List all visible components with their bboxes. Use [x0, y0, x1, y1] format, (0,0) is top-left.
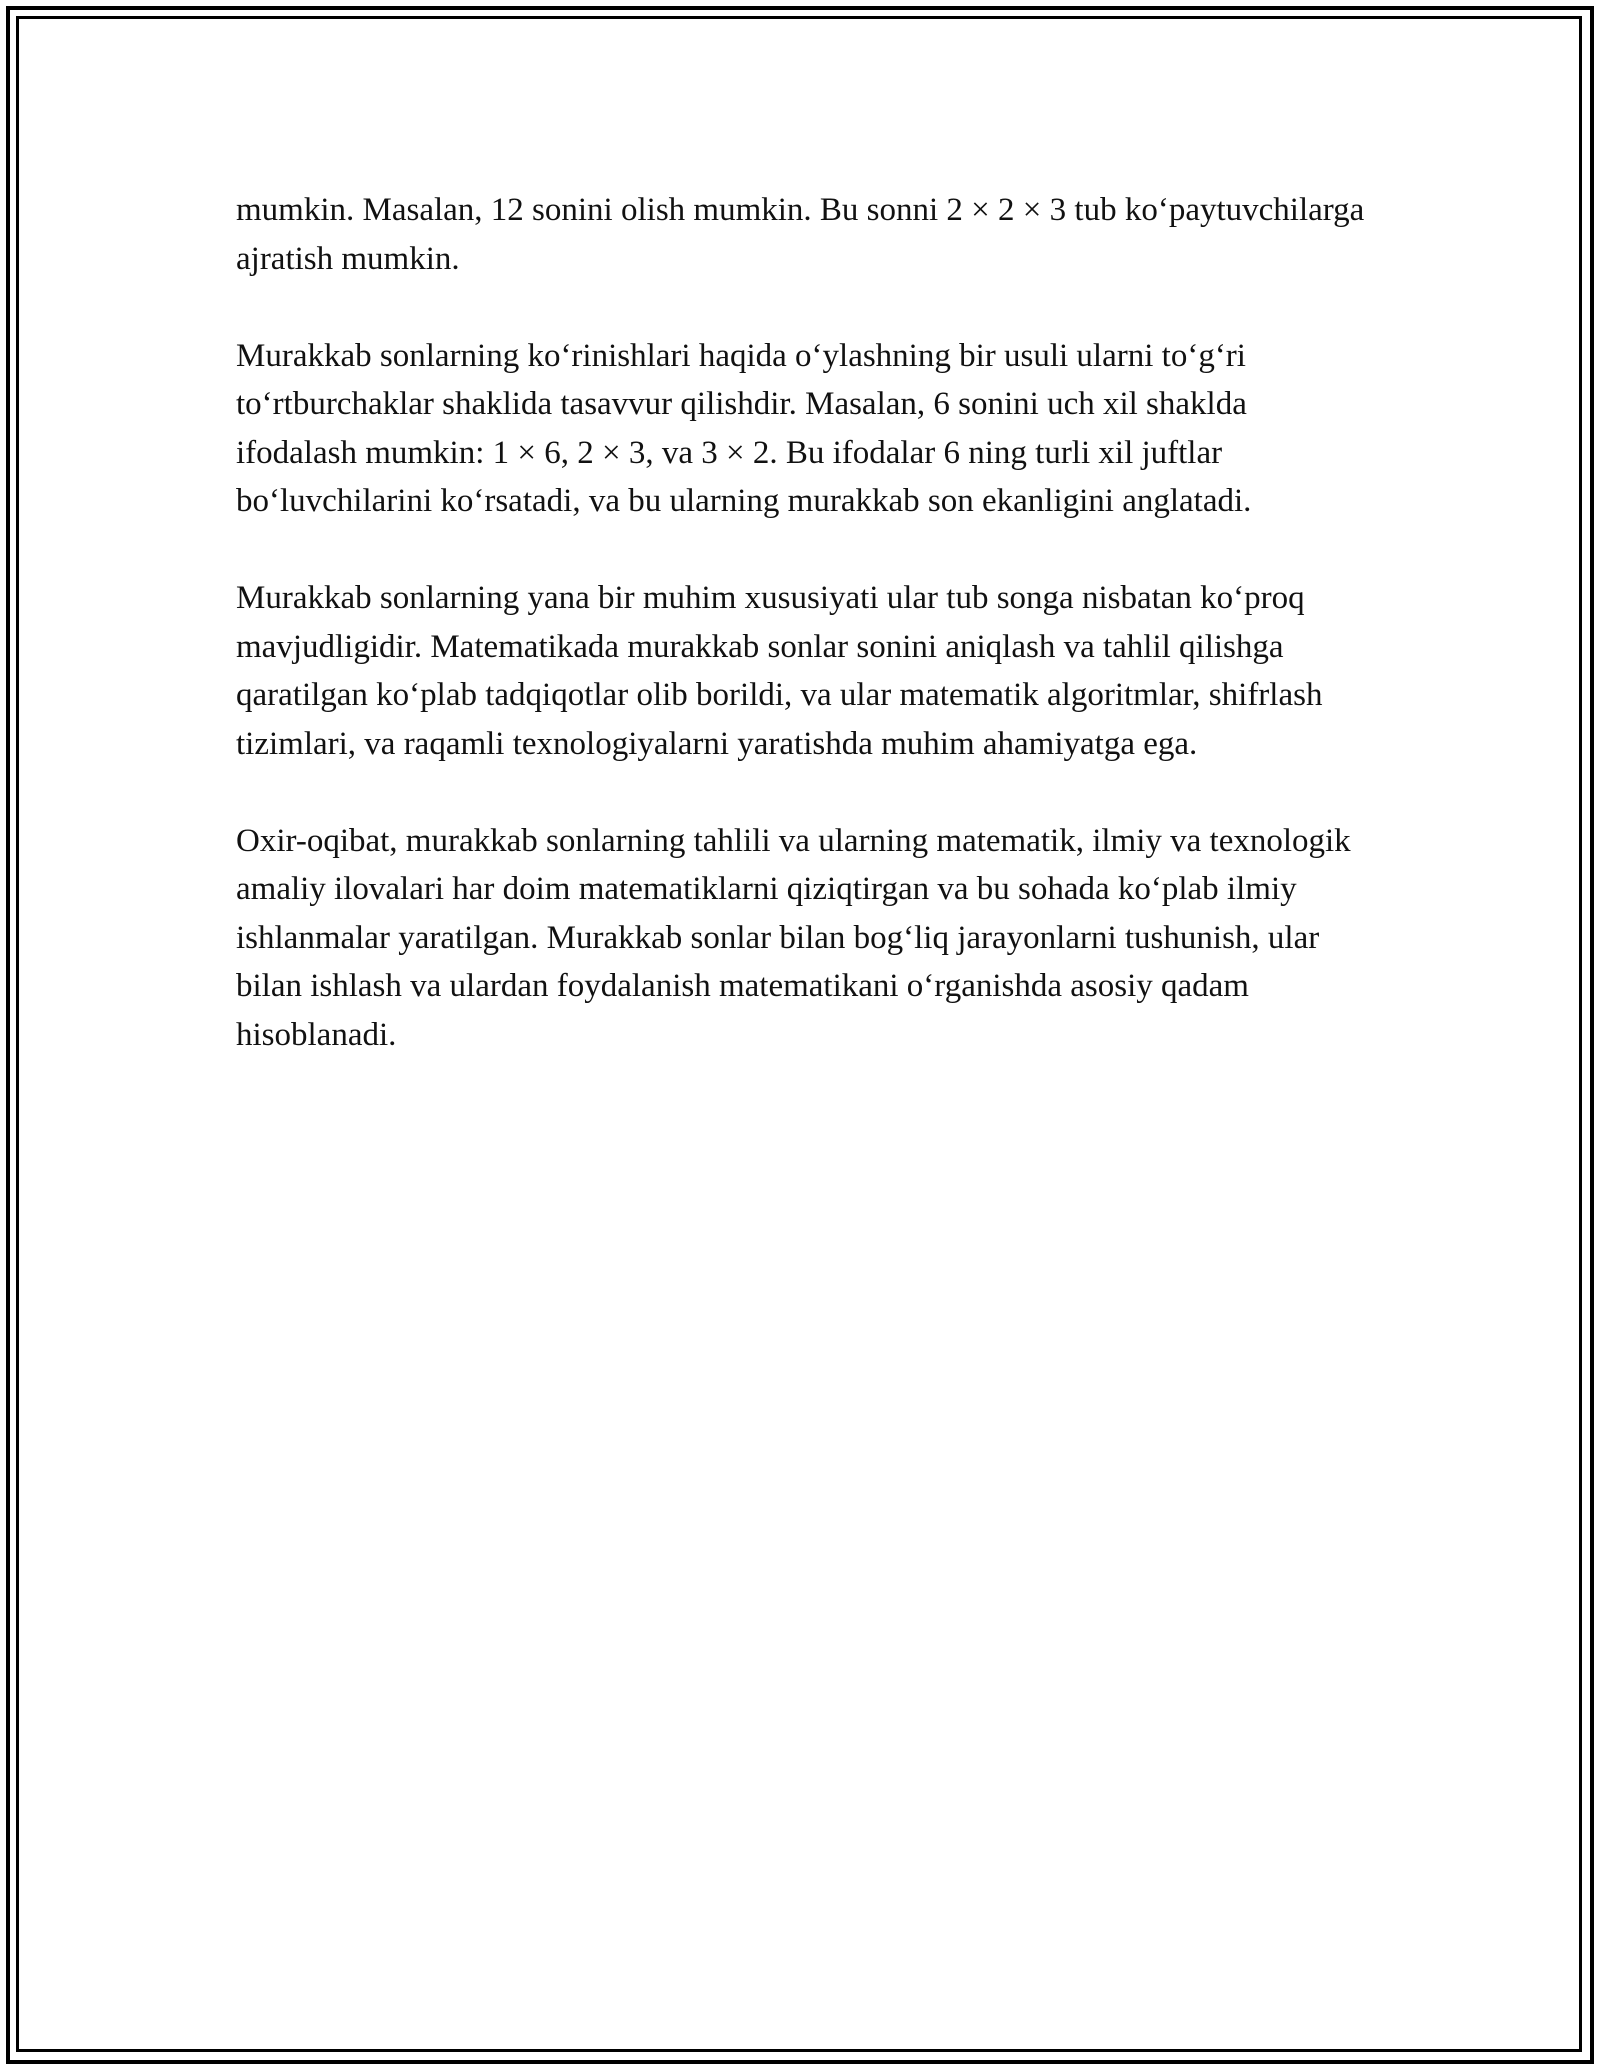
- paragraph-4: Oxir-oqibat, murakkab sonlarning tahlili va ularning matematik, ilmiy va texnologik amaliy ilovalari har doim matematiklarni qiziqtirgan va bu sohada ko‘plab ilmiy ishlanmalar yaratilgan. Murakkab sonlar bilan bog‘liq jarayonlarni tushunish, ular bilan ishlash va ulardan foydalanish matematikani o‘rganishda asosiy qadam hisoblanadi.: [236, 822, 1351, 1053]
- paragraph-3: Murakkab sonlarning yana bir muhim xususiyati ular tub songa nisbatan ko‘proq mavjudligidir. Matematikada murakkab sonlar sonini aniqlash va tahlil qilishga qaratilgan ko‘plab tadqiqotlar olib borildi, va ular matematik algoritmlar, shifrlash tizimlari, va raqamli texnologiyalarni yaratishda muhim ahamiyatga ega.: [236, 580, 1323, 762]
- document-body: [236, 186, 1376, 1108]
- paragraph-1: mumkin. Masalan, 12 sonini olish mumkin. Bu sonni 2 × 2 × 3 tub ko‘paytuvchilarga ajratish mumkin.: [236, 192, 1365, 277]
- paragraph-2: Murakkab sonlarning ko‘rinishlari haqida o‘ylashning bir usuli ularni to‘g‘ri to‘rtburchaklar shaklida tasavvur qilishdir. Masalan, 6 sonini uch xil shaklda ifodalash mumkin: 1 × 6, 2 × 3, va 3 × 2. Bu ifodalar 6 ning turli xil juftlar bo‘luvchilarini ko‘rsatadi, va bu ularning murakkab son ekanligini anglatadi.: [236, 337, 1252, 519]
